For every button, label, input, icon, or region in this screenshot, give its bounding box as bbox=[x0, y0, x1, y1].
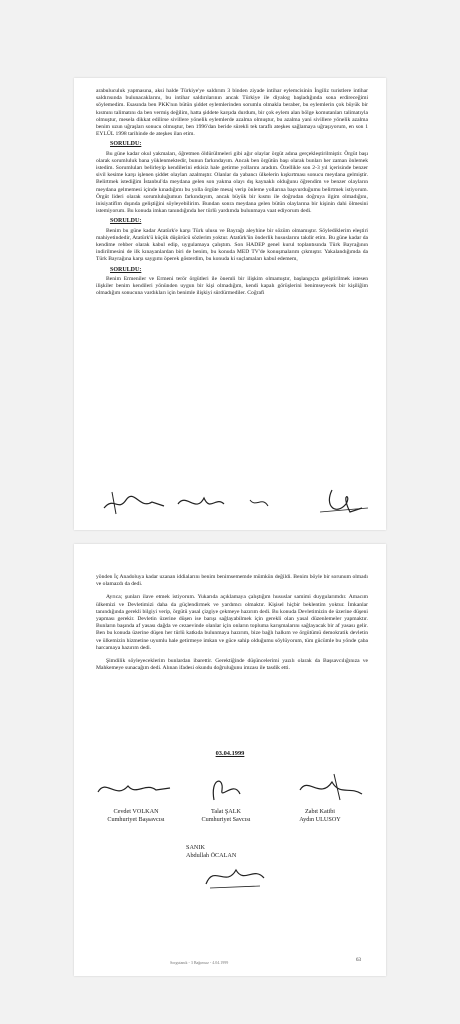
page2-paragraph-1: yönden İç Anadoluya kadar uzanan iddialarını benim benimsememde mümkün değildi. Benim böyle bir sorunum olmadı ve olamazdı da dedi. bbox=[96, 574, 368, 588]
page1-signatures bbox=[100, 482, 370, 522]
accused-signature bbox=[200, 858, 270, 892]
signatory-chief-prosecutor bbox=[96, 808, 176, 823]
answer-3: Benim Ermeniler ve Ermeni terör örgütleri ile önemli bir ilişkim olmamıştır, başlangıçta geliştirilmek istesen ilişkiler benim kendileri yönünden uygun bir kişi olmadığım, kendi kapalı görüşlerini benimseyecek bir kişiliğim olmadığım sonucuna vardıkları için benimle ilişkiyi sürdürmediler. Coğrafi bbox=[96, 275, 368, 297]
page-footer: Sorgutanık - 3 Bağımsız - 4.04.1999 bbox=[170, 960, 229, 965]
signatory-3-name: Aydın ULUSOY bbox=[299, 815, 341, 823]
statement-date: 03.04.1999 bbox=[215, 750, 245, 757]
question-heading-1: SORULDU: bbox=[110, 141, 142, 148]
accused-name: Abdullah ÖCALAN bbox=[186, 851, 237, 859]
signatory-1-name: Cevdet VOLKAN bbox=[113, 808, 159, 815]
signatory-2-title: Cumhuriyet Savcısı bbox=[201, 815, 251, 823]
answer-1: Bu güne kadar okul yakmaları, öğretmen öldürülmeleri gibi ağır olaylar örgüt adına gerçekleştirilmiştir. Örgüt başı olarak sorumluluk bana yüklenmektedir, bunun farkındayım. Ancak ben örgütün başı olarak bunları her zaman önlemek istedim. Sorumluları belirleyip kendilerini etkisiz hale getirme yollarını aradım. Özellikle son 2-3 yıl içerisinde benzer sivil kesime karşı işlenen şiddet olayları azalmıştır. Olanlar da yabancı ülkelerin kışkırtması sonucu meydana gelmiştir. Belirtmek istediğim İstanbul'da meydana gelen son yakma olayı dış kaynaklı olduğunu öğrendim ve benzer olayların meydana gelmemesi içinde kınadığımı bu yolla örgüte mesaj verip önleme yollarına başvurduğumu belirtmek istiyorum. Örgüt lideri olarak sorumluluğumun farkındayım, ancak büyük bir kısmı ile doğrudan doğruya ilgim olmadığını, inisiyatifim dışında geliştiğini söyleyebilirim. Bundan sonra meydana gelen bütün olaylarına bir kişinin dahi ölmesini istemiyorum. Bu konuda imkan tanındığında her türlü yardımda bulunmaya vaat ediyorum dedi. bbox=[96, 150, 368, 215]
document-page-1 bbox=[74, 78, 386, 530]
signatory-3-title: Zabıt Katibi bbox=[304, 808, 336, 815]
page1-intro: arabuluculuk yapmasına, aksi halde Türkiye'ye saldırım 3 binden ziyade intihar eylemcisinin İngiliz turistlere intihar saldırısında bulunacaklarını, bu intihar saldırılarının ancak Türkiye ile diyalog başladığında sona erdireceğimi söylemedim. Esasında ben PKK'nın bütün şiddet eylemlerinden sorumlu olmakla beraber, bu eylemlerin çok büyük bir kısmını talimatını da ben vermiş değilim, hatta şiddete karşıda durdum, bir çok eylem alan bölge komutanları talimatıyla olmuştur, mesela dikkat edilirse sivillere yönelik eylemlerde azalma olmuştur, bu azalma yani sivillere yönelik azalma benim uzun uğraşları sonucu olmuştur, ben 1996'dan beride sürekli tek taraflı ateşkes sağlamaya uğraşıyorum, en son 1 EYLÜL 1998 tarihinde de ateşkes ilan etim. bbox=[96, 88, 368, 138]
page2-paragraph-3: Şimdilik söyleyeceklerim bunlardan ibarettir. Gerektiğinde düşüncelerimi yazılı olarak da Başsavcılığınıza ve Mahkemeye sunacağım dedi. Alınan ifadesi okundu doğruluğunu imzası ile tasdik etti. bbox=[96, 658, 368, 672]
page-number: 63 bbox=[356, 958, 361, 963]
answer-2: Benim bu güne kadar Atatürk'e karşı Türk ulusu ve Bayrağı aleyhine bir sözüm olmamıştır. Söylediklerim eleştiri mahiyetindedir, Atatürk'ü küçük düşürücü sözlerim yoktur. Atatürk'ün önderlik hususlarını takdir etim. Bu güne kadar da kendime rehber olarak kabul edip, uygulamaya çalıştım. Son HADEP genel kurul toplantısında Türk Bayrağının indirilmesini de ilk kınayanlardan biri de benim, bu konuda MED TV'de konuşmalarım çıkmıştır. Yakalandığımda da Türk Bayrağına karşı saygımı öperek gösterdim, bu konuda ki suçlamaları kabul edemem, bbox=[96, 227, 368, 263]
signatory-clerk bbox=[280, 808, 360, 823]
page1-body bbox=[96, 88, 368, 299]
page2-body bbox=[96, 574, 368, 674]
accused-block bbox=[186, 844, 266, 859]
question-heading-2: SORULDU: bbox=[110, 218, 142, 225]
page2-paragraph-2: Ayrıca; şunları ilave etmek istiyorum. Yukarıda açıklamaya çalıştığım hususlar samimi duygularımdır. Amacım ülkemizi ve Devletimizi daha da güçlendirmek ve yardımcı olmaktır. Kişisel hiçbir beklentim yoktur. İmkanlar tanındığında gerekli bilgiyi verip, örgütü yasal çizgiye çekmeye hazırım dedi. Bu konuda Devletimizin de üzerine düşeni yapması gerekir. Devletin üzerine düşen ise barışı sağlayabilmek için gerekli olan yasal düzenlemeler yapmaktır. Bunların başında af yasası dağda ve cezaevinde olanlar için onların topluma karışmalarını sağlayacak bir af yasası gelir. Ben bu konuda üzerine düşen her türlü katkıda bulunmaya hazırım, bize bağlı halkım ve örgütümü demokratik devletin ve ülkemizin hizmetine uyumlu hale getirmeye imkan ve güce sahip olduğumu söylüyorum, tüm gücümle bu yönde çaba harcamaya hazırım dedi. bbox=[96, 594, 368, 651]
accused-label: SANIK bbox=[186, 844, 205, 851]
page2-signatures bbox=[94, 770, 374, 806]
document-page-2 bbox=[74, 544, 386, 976]
signatory-1-title: Cumhuriyet Başsavcısı bbox=[107, 815, 165, 823]
signatory-prosecutor bbox=[186, 808, 266, 823]
signatory-2-name: Talat ŞALK bbox=[211, 808, 241, 815]
question-heading-3: SORULDU: bbox=[110, 266, 142, 273]
